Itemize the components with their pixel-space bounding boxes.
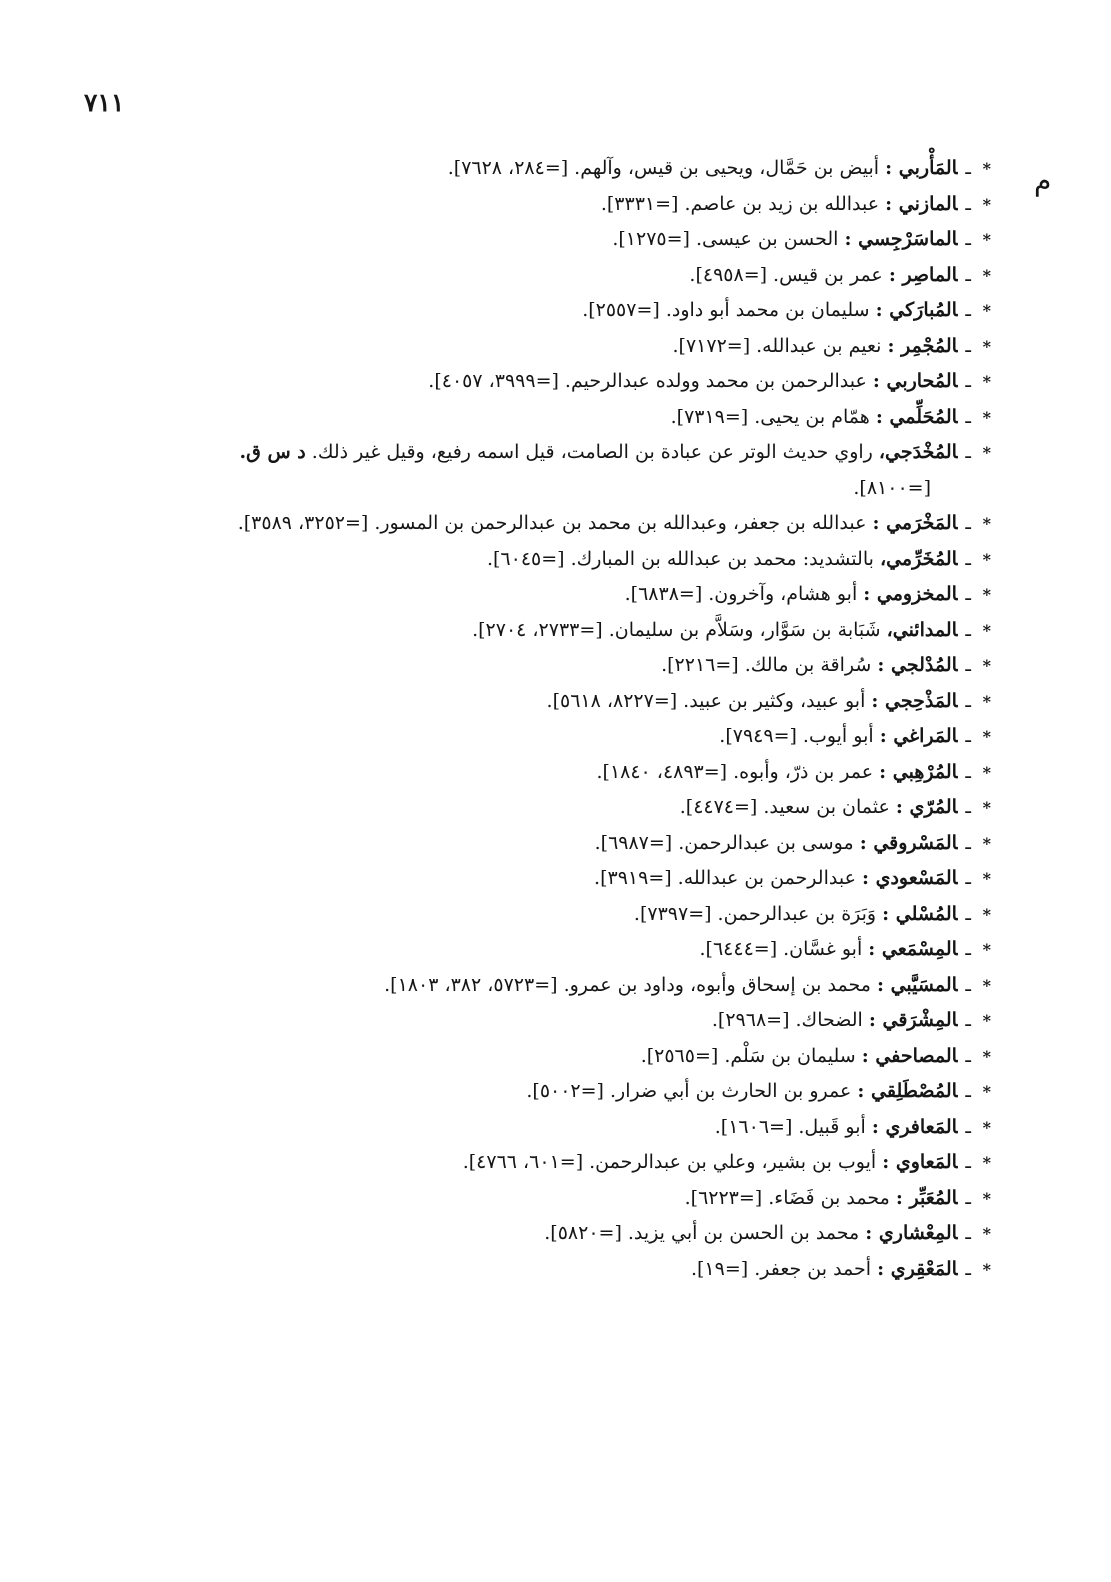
entry-dash: ـ [965, 405, 971, 428]
entry-reference: [=٥٠٠٢]. [526, 1080, 604, 1102]
entry-dash: ـ [965, 831, 971, 854]
list-item [71, 1252, 991, 1288]
entry-description: أبو غسَّان. [783, 938, 863, 960]
entry-dash: ـ [965, 512, 971, 534]
entry-reference: [=٥٧٢٣، ٣٨٢، ١٨٠٣]. [384, 973, 558, 996]
bullet-icon: * [982, 798, 991, 817]
entry-reference: [=٢٧٣٣، ٢٧٠٤]. [472, 618, 603, 641]
entry-reference: [=٣٣٣١]. [600, 192, 679, 215]
entry-reference: [=٦٨٣٨]. [624, 583, 703, 605]
list-item [71, 968, 991, 1004]
list-item [71, 364, 991, 400]
bullet-icon: * [982, 194, 991, 214]
entry-name: المَسْعودي : [861, 867, 958, 889]
bullet-icon: * [982, 301, 991, 320]
bullet-icon: * [982, 159, 991, 178]
list-item [71, 826, 991, 862]
list-item [71, 187, 991, 223]
entry-reference: [=٦٢٢٣]. [684, 1186, 763, 1209]
bullet-icon: * [982, 1117, 991, 1137]
entry-dash: ـ [965, 1009, 971, 1031]
entry-reference: [=١٦٠٦]. [714, 1115, 793, 1138]
entry-name: المُصْطَلِقي : [857, 1080, 958, 1102]
page-number: ٧١١ [84, 88, 125, 117]
entry-description: همّام بن يحيى. [754, 405, 870, 428]
entry-description: راوي حديث الوتر عن عبادة بن الصامت، قيل اسمه رفيع، وقيل غير ذلك. [311, 441, 873, 463]
entry-sigla: د س ق. [239, 441, 306, 463]
entry-name: المُدْلجي : [877, 654, 958, 676]
entry-name: المُرْهِبي : [879, 760, 958, 783]
entry-reference: [=٤٤٧٤]. [679, 796, 758, 818]
entry-reference: [=٢٩٦٨]. [711, 1009, 790, 1031]
list-item [71, 329, 991, 365]
entry-reference: [=٤٨٩٣، ١٨٤٠]. [596, 760, 728, 783]
entry-description: بالتشديد: محمد بن عبدالله بن المبارك. [570, 547, 874, 570]
entry-reference: [=٨٢٢٧، ٥٦١٨]. [546, 689, 678, 712]
entry-description: سُراقة بن مالك. [744, 654, 872, 676]
entry-dash: ـ [965, 263, 971, 286]
list-item [71, 613, 991, 649]
list-item [71, 400, 991, 436]
entry-name: المُسْلي : [882, 902, 958, 925]
list-item [71, 648, 991, 684]
list-item [71, 258, 991, 294]
list-item [71, 1039, 991, 1075]
entry-description: عمر بن قيس. [773, 263, 883, 286]
entry-description: عبدالله بن جعفر، وعبدالله بن محمد بن عبدالرحمن بن المسور. [374, 512, 867, 534]
bullet-icon: * [982, 691, 991, 711]
entry-reference: [=٦٤٤٤]. [699, 938, 778, 960]
entry-reference: [=٧١٧٢]. [672, 334, 751, 357]
entry-dash: ـ [965, 796, 971, 818]
list-item [71, 1003, 991, 1039]
entry-description: أبو هشام، وآخرون. [708, 583, 858, 605]
entry-name: المُخَرِّمي، [879, 547, 958, 570]
entry-name: المَأْربي : [885, 157, 958, 179]
bullet-icon: * [982, 230, 991, 249]
entry-dash: ـ [965, 299, 971, 321]
bullet-icon: * [982, 762, 991, 782]
entry-name: المُبارَكي : [875, 299, 958, 321]
list-item [71, 1074, 991, 1110]
entry-description: عمرو بن الحارث بن أبي ضرار. [609, 1080, 852, 1102]
entry-dash: ـ [965, 902, 971, 925]
bullet-icon: * [982, 585, 991, 604]
entry-dash: ـ [965, 441, 971, 463]
entry-name: الماصِر : [888, 263, 958, 286]
entry-dash: ـ [965, 760, 971, 783]
entry-reference: [=٨١٠٠]. [853, 476, 931, 499]
list-item [71, 542, 991, 578]
entry-dash: ـ [965, 370, 971, 392]
entry-reference: [=٣٢٥٢، ٣٥٨٩]. [237, 512, 369, 534]
entry-name: المازني : [885, 192, 958, 215]
bullet-icon: * [982, 336, 991, 356]
entry-dash: ـ [965, 334, 971, 357]
bullet-icon: * [982, 514, 991, 533]
entry-description: سليمان بن سَلْم. [724, 1044, 856, 1067]
list-item [71, 719, 991, 755]
bullet-icon: * [982, 656, 991, 675]
entry-description: عمر بن ذرّ، وأبوه. [733, 760, 874, 783]
entry-reference: [=٥٨٢٠]. [544, 1222, 622, 1244]
bullet-icon: * [982, 869, 991, 888]
entry-name: المَراغي : [879, 725, 958, 747]
bullet-icon: * [982, 265, 991, 285]
entry-name: المَذْحِجي : [871, 689, 958, 712]
entry-dash: ـ [965, 1151, 971, 1173]
entry-name: المَخْرَمي : [872, 512, 958, 534]
list-item [71, 577, 991, 613]
entry-dash: ـ [965, 1044, 971, 1067]
entry-reference: [=٦٠٤٥]. [486, 547, 565, 570]
entry-description: أبو أيوب. [802, 725, 874, 747]
list-item [71, 151, 991, 187]
entry-description: عثمان بن سعيد. [763, 796, 890, 818]
list-item [71, 1216, 991, 1252]
entry-dash: ـ [965, 973, 971, 996]
bullet-icon: * [982, 940, 991, 959]
entry-description: أبيض بن حَمَّال، ويحيى بن قيس، وآلهم. [574, 157, 880, 179]
entry-description: محمد بن الحسن بن أبي يزيد. [627, 1222, 860, 1244]
entry-reference: [=٢٥٦٥]. [640, 1044, 719, 1067]
entry-dash: ـ [965, 689, 971, 712]
entry-name: المَعافري : [871, 1115, 958, 1138]
entry-description: عبدالرحمن بن محمد وولده عبدالرحيم. [564, 370, 867, 392]
entry-name: المدائني، [886, 618, 958, 641]
entry-name: المَعْقِري : [877, 1257, 958, 1280]
entry-description: أيوب بن بشير، وعلي بن عبدالرحمن. [589, 1151, 877, 1173]
entry-reference: [=٣٩١٩]. [594, 867, 672, 889]
entry-dash: ـ [965, 583, 971, 605]
entry-reference: [=٦٠١، ٤٧٦٦]. [462, 1151, 584, 1173]
bullet-icon: * [982, 1259, 991, 1279]
entry-name: المُخْدَجي، [878, 441, 958, 463]
entry-dash: ـ [965, 1257, 971, 1280]
bullet-icon: * [982, 833, 991, 853]
list-item [71, 222, 991, 258]
bullet-icon: * [982, 407, 991, 427]
entry-dash: ـ [965, 1080, 971, 1102]
list-item [71, 790, 991, 826]
entry-dash: ـ [965, 547, 971, 570]
entry-description: محمد بن فَضَاء. [768, 1186, 890, 1209]
entry-name: المُرّي : [895, 796, 958, 818]
list-item [71, 1181, 991, 1217]
entry-dash: ـ [965, 725, 971, 747]
bullet-icon: * [982, 1082, 991, 1101]
entry-reference: [=٢٥٥٧]. [582, 299, 660, 321]
entry-description: سليمان بن محمد أبو داود. [665, 299, 870, 321]
entry-description: وَبَرَة بن عبدالرحمن. [717, 902, 877, 925]
list-item [71, 1110, 991, 1146]
entry-name: المِعْشاري : [865, 1222, 958, 1244]
entry-description: الضحاك. [795, 1009, 863, 1031]
bullet-icon: * [982, 443, 991, 462]
list-item [71, 897, 991, 933]
bullet-icon: * [982, 1224, 991, 1243]
entry-description: عبدالله بن زيد بن عاصم. [684, 192, 880, 215]
entry-name: الماسَرْجِسي : [844, 228, 958, 250]
entry-description: شَبَابة بن سَوَّار، وسَلاَّم بن سليمان. [608, 618, 881, 641]
entry-reference: [=٢٢١٦]. [661, 654, 739, 676]
bullet-icon: * [982, 1046, 991, 1066]
entry-name: المَسْروقي : [859, 831, 958, 854]
entry-name: المُحاربي : [872, 370, 958, 392]
entry-name: المصاحفي : [861, 1044, 958, 1067]
list-item [71, 506, 991, 542]
entry-name: المُجْمِر : [887, 334, 958, 357]
list-item [71, 684, 991, 720]
entry-dash: ـ [965, 1186, 971, 1209]
entry-reference: [=٣٩٩٩، ٤٠٥٧]. [428, 370, 559, 392]
list-item [71, 861, 991, 897]
entry-description: أبو قَبيل. [798, 1115, 866, 1138]
entry-reference: [=٧٩٤٩]. [719, 725, 797, 747]
entry-list [71, 151, 991, 1287]
bullet-icon: * [982, 975, 991, 995]
entry-name: المسَيَّبي : [876, 973, 958, 996]
list-item [71, 755, 991, 791]
bullet-icon: * [982, 727, 991, 746]
entry-name: المِسْمَعي : [868, 938, 958, 960]
entry-reference: [=٤٩٥٨]. [689, 263, 768, 286]
entry-description: موسى بن عبدالرحمن. [678, 831, 854, 854]
entry-reference: [=٦٩٨٧]. [594, 831, 673, 854]
entry-dash: ـ [965, 654, 971, 676]
bullet-icon: * [982, 549, 991, 569]
bullet-icon: * [982, 1011, 991, 1030]
bullet-icon: * [982, 904, 991, 924]
entry-name: المخزومي : [863, 583, 958, 605]
entry-description: محمد بن إسحاق وأبوه، وداود بن عمرو. [563, 973, 871, 996]
section-letter: م [1034, 164, 1052, 197]
entry-dash: ـ [965, 867, 971, 889]
entry-reference: [=١٢٧٥]. [612, 228, 690, 250]
entry-dash: ـ [965, 157, 971, 179]
entry-description: عبدالرحمن بن عبدالله. [677, 867, 856, 889]
entry-description: الحسن بن عيسى. [695, 228, 839, 250]
list-item [71, 932, 991, 968]
entry-description: أبو عبيد، وكثير بن عبيد. [683, 689, 866, 712]
entry-dash: ـ [965, 192, 971, 215]
entry-reference: [=٧٣٩٧]. [633, 902, 712, 925]
entry-name: المُحَلِّمي : [875, 405, 958, 428]
entry-dash: ـ [965, 938, 971, 960]
bullet-icon: * [982, 372, 991, 391]
bullet-icon: * [982, 1153, 991, 1172]
entry-name: المُعَبِّر : [895, 1186, 958, 1209]
entry-reference: [=١٩]. [690, 1257, 749, 1280]
entry-description: أحمد بن جعفر. [754, 1257, 872, 1280]
entry-dash: ـ [965, 1222, 971, 1244]
list-item [71, 1145, 991, 1181]
list-item [71, 435, 991, 506]
entry-dash: ـ [965, 618, 971, 641]
entry-name: المِشْرَقي : [868, 1009, 958, 1031]
entry-dash: ـ [965, 1115, 971, 1138]
entry-dash: ـ [965, 228, 971, 250]
entry-name: المَعاوي : [882, 1151, 958, 1173]
entry-reference: [=٧٣١٩]. [670, 405, 749, 428]
bullet-icon: * [982, 620, 991, 640]
entry-reference: [=٢٨٤، ٧٦٢٨]. [447, 157, 569, 179]
entry-description: نعيم بن عبدالله. [756, 334, 882, 357]
bullet-icon: * [982, 1188, 991, 1208]
list-item [71, 293, 991, 329]
